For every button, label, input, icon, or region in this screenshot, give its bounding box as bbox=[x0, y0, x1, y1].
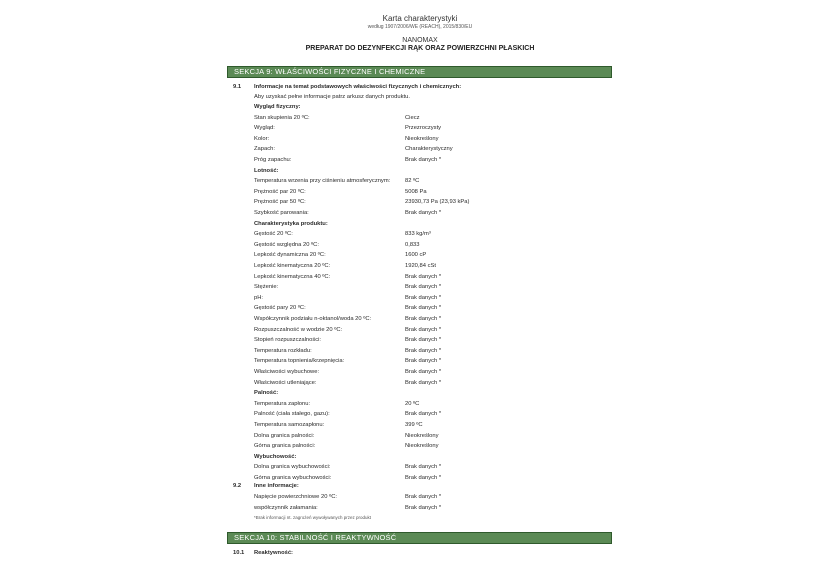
property-label: Prężność par 20 ºC: bbox=[254, 188, 306, 195]
property-value: 0,833 bbox=[405, 241, 420, 248]
property-value: Charakterystyczny bbox=[405, 146, 453, 153]
property-label: Palność (ciała stałego, gazu): bbox=[254, 411, 330, 418]
property-value: Przezroczysty bbox=[405, 125, 442, 132]
property-value: Brak danych * bbox=[405, 358, 442, 365]
subsection-10-1-title: Reaktywność: bbox=[254, 550, 293, 556]
property-label: Górna granica wybuchowości: bbox=[254, 475, 332, 481]
property-value: Brak danych * bbox=[405, 475, 442, 481]
property-label: współczynnik załamania: bbox=[254, 504, 318, 511]
property-label: Lepkość kinematyczna 20 ºC: bbox=[254, 263, 331, 269]
group-heading: Wygląd fizyczny: bbox=[254, 104, 301, 110]
property-value: Ciecz bbox=[405, 114, 420, 121]
property-value: Nieokreślony bbox=[405, 443, 439, 450]
section-9-header: SEKCJA 9: WŁAŚCIWOŚCI FIZYCZNE I CHEMICZNE bbox=[227, 66, 612, 78]
property-value: 833 kg/m³ bbox=[405, 231, 431, 238]
property-label: Gęstość względna 20 ºC: bbox=[254, 241, 319, 248]
product-subtitle: PREPARAT DO DEZYNFEKCJI RĄK ORAZ POWIERZCHNI PŁASKICH bbox=[305, 45, 535, 52]
property-label: Napięcie powierzchniowe 20 ºC: bbox=[254, 494, 337, 500]
property-label: Rozpuszczalność w wodzie 20 ºC: bbox=[254, 326, 343, 333]
subsection-9-1-number: 9.1 bbox=[233, 84, 242, 90]
property-value: Brak danych * bbox=[405, 210, 442, 216]
property-label: Górna granica palności: bbox=[254, 443, 316, 450]
property-label: Stopień rozpuszczalności: bbox=[254, 337, 322, 344]
property-value: 23930,73 Pa (23,93 kPa) bbox=[405, 199, 470, 206]
group-heading: Charakterystyka produktu: bbox=[254, 220, 328, 227]
property-value: 1920,84 cSt bbox=[405, 263, 436, 269]
property-value: Brak danych * bbox=[405, 464, 442, 471]
property-value: Brak danych * bbox=[405, 273, 442, 280]
property-label: Kolor: bbox=[254, 135, 270, 142]
property-label: Właściwości wybuchowe: bbox=[254, 369, 320, 375]
footnote: *Brak informacji nt. zagrożeń wywoływanych przez produkt bbox=[254, 515, 372, 520]
section-10-header: SEKCJA 10: STABILNOŚĆ I REAKTYWNOŚĆ bbox=[227, 532, 612, 544]
property-value: Brak danych * bbox=[405, 504, 442, 511]
group-heading: Palność: bbox=[254, 390, 279, 397]
property-label: Stężenie: bbox=[254, 284, 279, 291]
property-label: Gęstość 20 ºC: bbox=[254, 231, 293, 238]
property-value: Brak danych * bbox=[405, 379, 442, 386]
property-value: 399 ºC bbox=[405, 422, 423, 428]
group-heading: Lotność: bbox=[254, 167, 279, 174]
property-label: Temperatura zapłonu: bbox=[254, 400, 311, 407]
property-label: Szybkość parowania: bbox=[254, 210, 309, 216]
property-value: Brak danych * bbox=[405, 347, 442, 354]
property-value: 82 ºC bbox=[405, 178, 420, 185]
group-heading: Wybuchowość: bbox=[254, 453, 297, 460]
property-label: Prężność par 50 ºC: bbox=[254, 199, 306, 206]
doc-type-title: Karta charakterystyki bbox=[382, 14, 458, 23]
property-value: Brak danych * bbox=[405, 494, 442, 500]
property-value: 5008 Pa bbox=[405, 188, 427, 195]
property-value: Nieokreślony bbox=[405, 432, 439, 439]
subsection-10-1-number: 10.1 bbox=[233, 550, 245, 556]
product-name: NANOMAX bbox=[402, 37, 438, 44]
property-label: Temperatura wrzenia przy ciśnieniu atmosferycznym: bbox=[254, 178, 391, 185]
property-label: Gęstość pary 20 ºC: bbox=[254, 305, 306, 312]
property-value: Brak danych * bbox=[405, 284, 442, 291]
property-label: Lepkość kinematyczna 40 ºC: bbox=[254, 273, 331, 280]
property-label: Lepkość dynamiczna 20 ºC: bbox=[254, 252, 326, 259]
property-value: 20 ºC bbox=[405, 400, 420, 407]
property-label: Właściwości utleniające: bbox=[254, 379, 317, 386]
property-label: Dolna granica palności: bbox=[254, 432, 315, 439]
property-value: 1600 cP bbox=[405, 252, 427, 259]
property-label: Współczynnik podziału n-oktanol/woda 20 ºC: bbox=[254, 316, 372, 322]
subsection-9-2-number: 9.2 bbox=[233, 483, 242, 489]
property-value: Brak danych * bbox=[405, 294, 442, 301]
property-value: Brak danych * bbox=[405, 316, 442, 322]
subsection-9-1-intro: Aby uzyskać pełne informacje patrz arkusz danych produktu. bbox=[254, 94, 410, 100]
property-label: Dolna granica wybuchowości: bbox=[254, 464, 331, 471]
property-value: Brak danych * bbox=[405, 411, 442, 418]
property-value: Brak danych * bbox=[405, 157, 442, 163]
property-value: Nieokreślony bbox=[405, 135, 439, 142]
property-value: Brak danych * bbox=[405, 326, 442, 333]
property-label: Zapach: bbox=[254, 146, 275, 153]
regulation-reference: według 1907/2006/WE (REACH), 2015/830/EU bbox=[367, 24, 473, 30]
property-value: Brak danych * bbox=[405, 305, 442, 312]
property-label: Temperatura samozapłonu: bbox=[254, 422, 325, 428]
subsection-9-2-title: Inne informacje: bbox=[254, 483, 299, 489]
property-label: Wygląd: bbox=[254, 125, 275, 132]
property-label: Stan skupienia 20 ºC: bbox=[254, 114, 310, 121]
property-label: Temperatura rozkładu: bbox=[254, 347, 312, 354]
subsection-9-1-title: Informacje na temat podstawowych właściwości fizycznych i chemicznych: bbox=[254, 84, 462, 90]
property-value: Brak danych * bbox=[405, 337, 442, 344]
property-label: Temperatura topnienia/krzepnięcia: bbox=[254, 358, 345, 365]
property-value: Brak danych * bbox=[405, 369, 442, 375]
property-label: Próg zapachu: bbox=[254, 157, 292, 163]
property-label: pH: bbox=[254, 294, 264, 301]
